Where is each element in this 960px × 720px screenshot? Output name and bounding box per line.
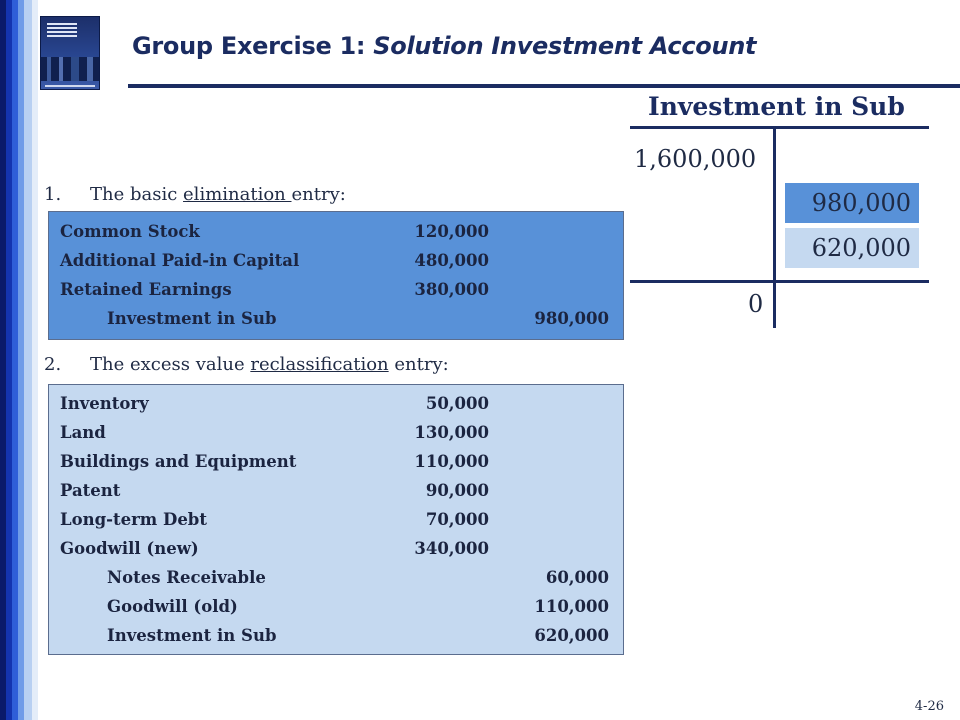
- side-band-6: [32, 0, 38, 720]
- page-number: 4-26: [914, 699, 944, 714]
- debit-amount: 340,000: [414, 539, 489, 558]
- t-account-top-line: [630, 126, 929, 129]
- t-account-total-line: [630, 280, 929, 283]
- list-item-underlined: elimination: [183, 184, 292, 205]
- t-account-credit-elimination: 980,000: [785, 183, 919, 223]
- account-name: Goodwill (old): [107, 597, 238, 616]
- journal-row: [49, 423, 623, 452]
- list-item-text-end: entry:: [291, 184, 346, 205]
- list-item-text-end: entry:: [388, 354, 449, 375]
- debit-amount: 480,000: [414, 251, 489, 270]
- credit-amount: 980,000: [534, 309, 609, 328]
- journal-row: [49, 280, 623, 309]
- journal-row: [49, 251, 623, 280]
- account-name: Buildings and Equipment: [60, 452, 297, 471]
- journal-row: [49, 626, 623, 655]
- side-band-5: [24, 0, 32, 720]
- slide-title: [132, 32, 756, 60]
- account-name: Investment in Sub: [107, 626, 277, 645]
- journal-row: [49, 568, 623, 597]
- account-name: Patent: [60, 481, 121, 500]
- debit-amount: 90,000: [425, 481, 489, 500]
- list-item-number: 2.: [44, 354, 62, 375]
- list-item-text: The basic: [90, 184, 184, 205]
- t-account-debit-opening: 1,600,000: [634, 145, 757, 173]
- list-item-reclassification: [44, 354, 449, 375]
- credit-amount: 110,000: [534, 597, 609, 616]
- list-item-number: 1.: [44, 184, 62, 205]
- journal-row: [49, 481, 623, 510]
- account-name: Land: [60, 423, 106, 442]
- slide-title-prefix: Group Exercise 1:: [132, 32, 366, 60]
- account-name: Additional Paid-in Capital: [60, 251, 300, 270]
- list-item-elimination: [44, 184, 346, 205]
- list-item-underlined: reclassification: [250, 354, 389, 375]
- t-account-vertical-line: [773, 128, 776, 328]
- reclassification-entry-box: [48, 384, 624, 655]
- t-account-credit-reclassification: 620,000: [785, 228, 919, 268]
- account-name: Common Stock: [60, 222, 200, 241]
- debit-amount: 120,000: [414, 222, 489, 241]
- journal-row: [49, 394, 623, 423]
- journal-row: [49, 539, 623, 568]
- journal-row: [49, 597, 623, 626]
- journal-row: [49, 309, 623, 338]
- list-item-text: The excess value: [90, 354, 251, 375]
- debit-amount: 70,000: [425, 510, 489, 529]
- account-name: Retained Earnings: [60, 280, 232, 299]
- journal-row: [49, 222, 623, 251]
- title-rule: [128, 84, 960, 88]
- slide-title-italic: Solution Investment Account: [373, 32, 757, 60]
- account-name: Investment in Sub: [107, 309, 277, 328]
- elimination-entry-box: [48, 211, 624, 340]
- credit-amount: 60,000: [545, 568, 609, 587]
- account-name: Goodwill (new): [60, 539, 199, 558]
- journal-row: [49, 452, 623, 481]
- credit-amount: 620,000: [534, 626, 609, 645]
- debit-amount: 50,000: [425, 394, 489, 413]
- debit-amount: 380,000: [414, 280, 489, 299]
- journal-row: [49, 510, 623, 539]
- textbook-cover-image: [40, 16, 100, 90]
- account-name: Inventory: [60, 394, 149, 413]
- debit-amount: 110,000: [414, 452, 489, 471]
- account-name: Notes Receivable: [107, 568, 266, 587]
- debit-amount: 130,000: [414, 423, 489, 442]
- t-account-ending-balance: 0: [748, 290, 764, 318]
- t-account-title: Investment in Sub: [648, 92, 905, 121]
- account-name: Long-term Debt: [60, 510, 207, 529]
